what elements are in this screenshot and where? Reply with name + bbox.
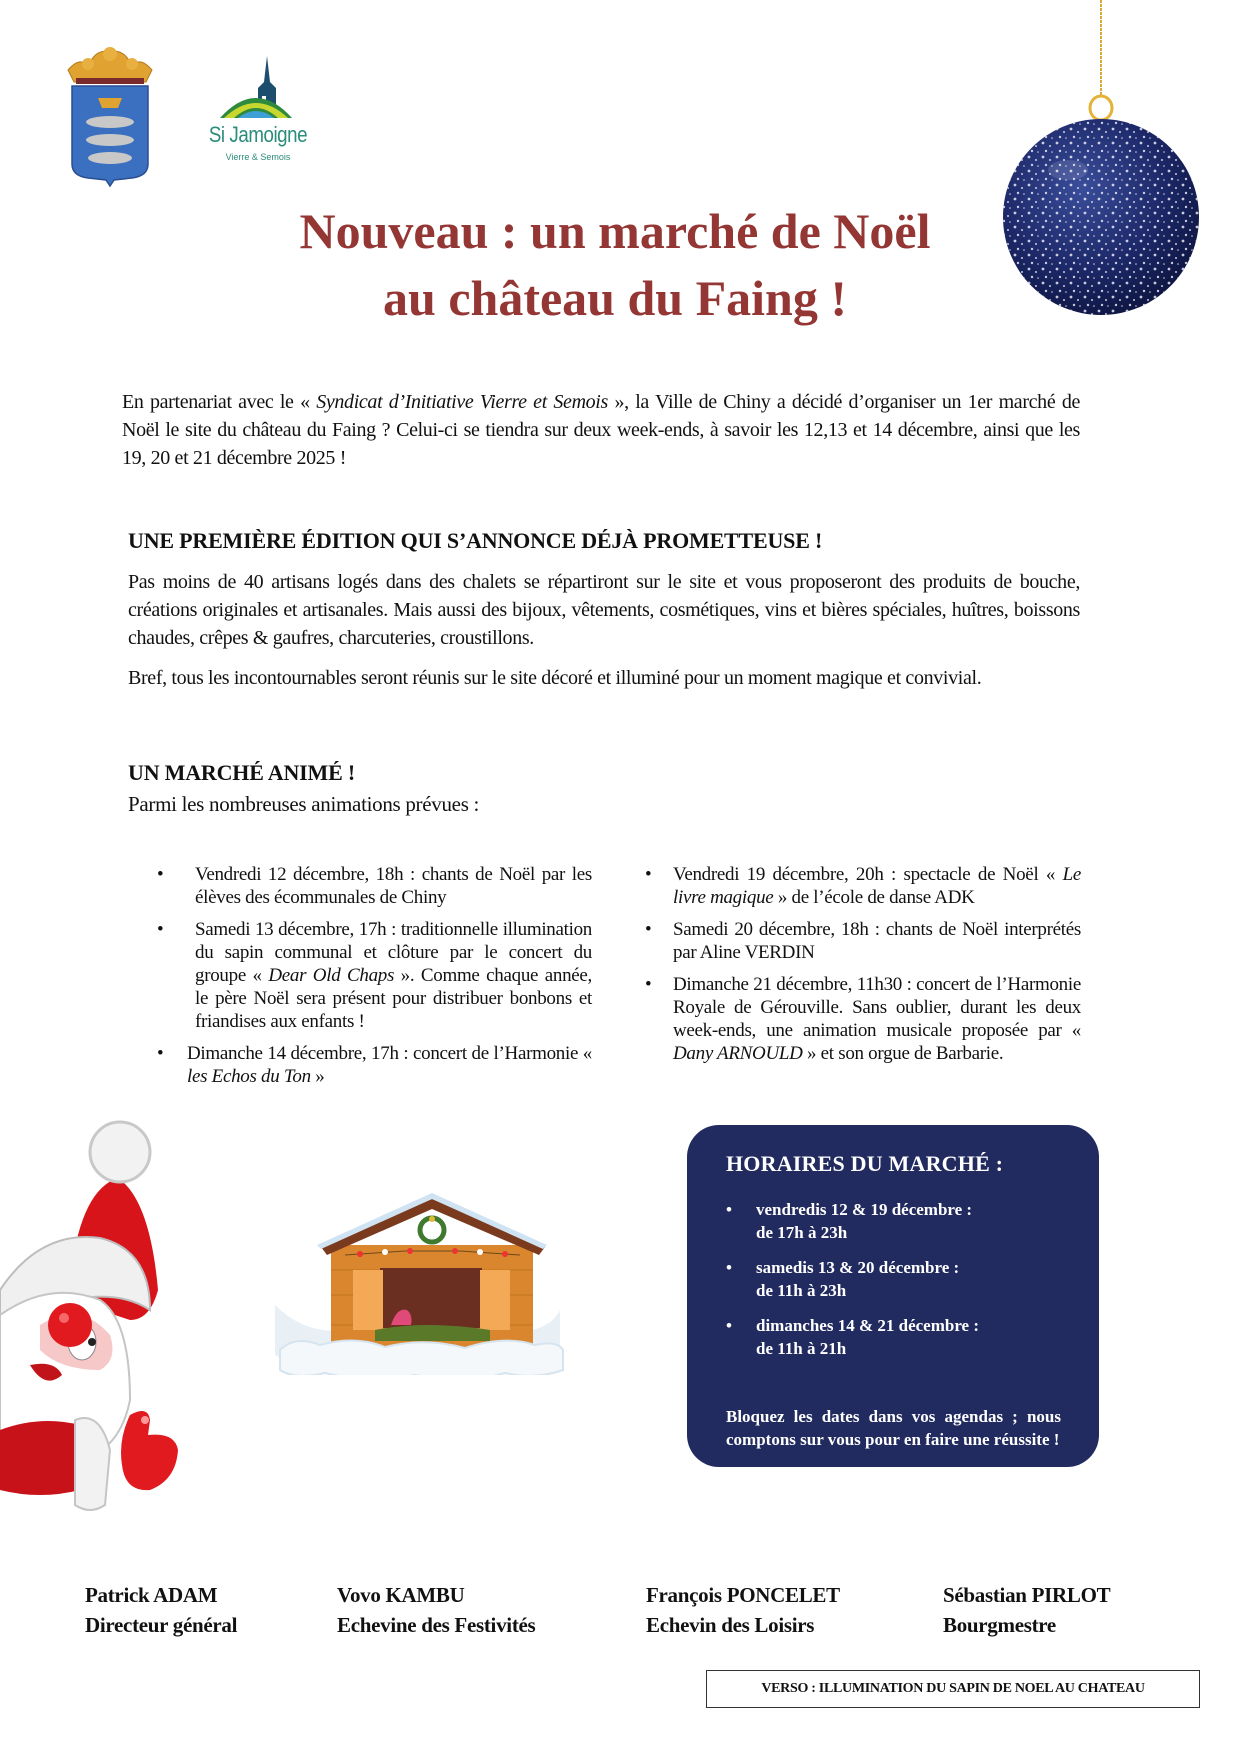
christmas-chalet-illustration [265,1185,565,1485]
coat-of-arms-logo [62,46,158,188]
hours-days: vendredis 12 & 19 décembre : [756,1200,973,1219]
hours-time: de 11h à 21h [756,1339,847,1358]
event-text-end: ». Comme chaque année, le père Noël sera présent pour distribuer bonbons et friandises aux enfants ! [195,965,592,1032]
event-show-name: Le livre magique [673,864,1081,908]
events-list-left [155,863,592,1097]
si-jamoigne-logo [196,52,320,176]
santa-illustration [0,1120,195,1530]
verso-notice: VERSO : ILLUMINATION DU SAPIN DE NOEL AU CHATEAU [706,1670,1200,1708]
intro-text-after: », la Ville de Chiny a décidé d’organiser un 1er marché de Noël le site du château du Faing ? Celui-ci se tiendra sur deux week-ends, à savoir les 12,13 et 14 décembre, ainsi que les 19, 20 et 21 décembre 2025 ! [122,391,1081,469]
intro-paragraph [122,388,1080,472]
logo-name: Si Jamoigne [208,122,308,147]
artisans-paragraph: Pas moins de 40 artisans logés dans des chalets se répartiront sur le site et vous proposeront des produits de bouche, créations originales et artisanales. Mais aussi des bijoux, vêtements, cosmétiques, vins et bières spéciales, huîtres, boissons chaudes, crêpes & gaufres, charcuteries, croustillons. [128,571,1080,649]
bullet-icon: • [157,1043,164,1064]
hours-item [726,1314,1066,1360]
chalet-icon [265,1185,565,1485]
signatory-name: Vovo KAMBU [337,1583,465,1607]
bullet-icon: • [157,919,164,940]
hours-days: dimanches 14 & 21 décembre : [756,1316,980,1335]
event-band-name: Dear Old Chaps [268,965,395,986]
market-hours-heading: HORAIRES DU MARCHÉ : [726,1151,1004,1176]
event-item [643,863,1081,909]
title-line-2: au château du Faing ! [383,270,847,326]
title-line-1: Nouveau : un marché de Noël [299,203,931,259]
hours-item [726,1256,1066,1302]
bullet-icon: • [645,974,652,995]
signatory [943,1580,1110,1640]
bullet-icon: • [645,864,652,885]
coat-of-arms-icon [62,46,158,188]
signatory [85,1580,237,1640]
signatory-role: Bourgmestre [943,1613,1056,1637]
signatory-role: Echevine des Festivités [337,1613,536,1637]
bullet-icon: • [726,1316,732,1335]
event-item [155,1042,592,1088]
market-hours-note: Bloquez les dates dans vos agendas ; nous comptons sur vous pour en faire une réussite ! [726,1407,1061,1449]
event-text-end: » et son orgue de Barbarie. [802,1043,1004,1064]
event-artist-name: Dany ARNOULD [673,1043,803,1064]
signatory-role: Directeur général [85,1613,238,1637]
event-item [155,918,592,1033]
signatory-role: Echevin des Loisirs [646,1613,815,1637]
bullet-icon: • [726,1200,732,1219]
section-edition-body [128,568,1080,692]
intro-organizer: Syndicat d’Initiative Vierre et Semois [316,391,608,413]
hours-time: de 11h à 23h [756,1281,847,1300]
event-item [155,863,592,909]
event-text: Vendredi 12 décembre, 18h : chants de Noël par les élèves des écommunales de Chiny [195,864,592,908]
section-heading-edition: UNE PREMIÈRE ÉDITION QUI S’ANNONCE DÉJÀ PROMETTEUSE ! [128,528,823,553]
intro-text-before: En partenariat avec le « [122,391,317,413]
event-text-end: » de l’école de danse ADK [773,887,975,908]
bullet-icon: • [157,864,164,885]
event-text: Vendredi 19 décembre, 20h : spectacle de Noël « [673,864,1063,885]
signatory-name: Patrick ADAM [85,1583,218,1607]
signatory [337,1580,535,1640]
market-hours-list [726,1198,1066,1372]
market-hours-box [687,1125,1099,1467]
event-text: Samedi 20 décembre, 18h : chants de Noël interprétés par Aline VERDIN [673,919,1081,963]
event-text-end: » [310,1066,325,1087]
santa-claus-icon [0,1120,195,1530]
section-heading-animations: UN MARCHÉ ANIMÉ ! [128,760,355,785]
signatory-name: Sébastian PIRLOT [943,1583,1111,1607]
bullet-icon: • [645,919,652,940]
event-text: Samedi 13 décembre, 17h : traditionnelle illumination du sapin communal et clôture par le concert du groupe « [195,919,592,986]
event-text: Dimanche 21 décembre, 11h30 : concert de l’Harmonie Royale de Gérouville. Sans oublier, durant les deux week-ends, une animation musicale proposée par « [673,974,1081,1041]
animations-intro: Parmi les nombreuses animations prévues : [128,792,480,816]
event-text: Dimanche 14 décembre, 17h : concert de l’Harmonie « [187,1043,592,1064]
event-item [643,973,1081,1065]
hours-item [726,1198,1066,1244]
summary-paragraph: Bref, tous les incontournables seront réunis sur le site décoré et illuminé pour un moment magique et convivial. [128,667,982,689]
hours-days: samedis 13 & 20 décembre : [756,1258,960,1277]
page-title [170,198,1060,332]
hours-time: de 17h à 23h [756,1223,848,1242]
signatory-name: François PONCELET [646,1583,840,1607]
events-list-right [643,863,1081,1074]
event-band-name: les Echos du Ton [187,1066,311,1087]
logo-subtitle: Vierre & Semois [225,152,291,162]
event-item [643,918,1081,964]
bullet-icon: • [726,1258,732,1277]
signatory [646,1580,840,1640]
